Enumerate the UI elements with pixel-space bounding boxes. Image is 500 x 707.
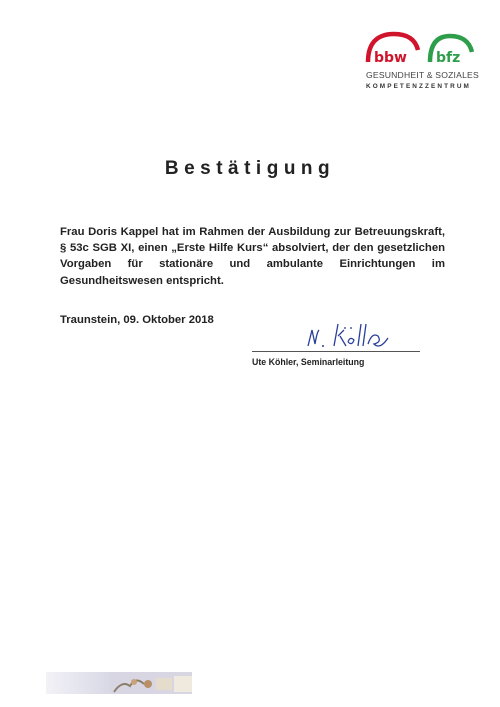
logo-tagline: GESUNDHEIT & SOZIALES bbox=[366, 70, 479, 80]
footer-photo-strip bbox=[112, 672, 192, 694]
handwritten-signature bbox=[300, 316, 400, 356]
place-and-date: Traunstein, 09. Oktober 2018 bbox=[60, 314, 214, 326]
logo-subtitle: KOMPETENZZENTRUM bbox=[366, 83, 471, 90]
logo-bfz-text: bfz bbox=[436, 50, 461, 66]
bbw-bfz-logo bbox=[360, 28, 480, 98]
certificate-body: Frau Doris Kappel hat im Rahmen der Ausbildung zur Betreuungskraft, § 53c SGB XI, einen „Erste Hilfe Kurs“ absolviert, der den gesetzlichen Vorgaben für stationäre und ambulante Einrichtungen im Gesundheitswesen entspricht. bbox=[60, 226, 445, 287]
document-title: Bestätigung bbox=[164, 158, 336, 179]
signature-line bbox=[252, 351, 420, 352]
logo-bbw-text: bbw bbox=[374, 50, 407, 66]
logo-arches bbox=[360, 28, 480, 70]
signatory-name: Ute Köhler, Seminarleitung bbox=[252, 357, 365, 367]
